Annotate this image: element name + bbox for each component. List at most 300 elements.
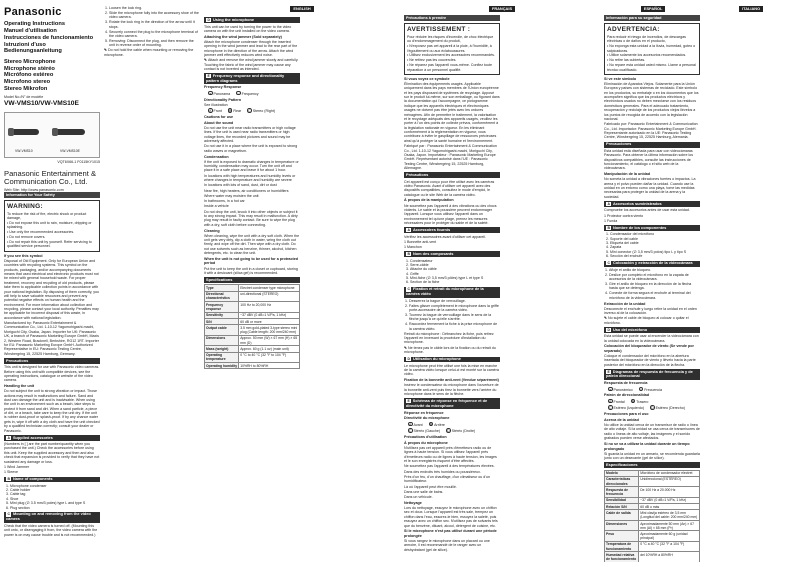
not-used-text: Put the unit to keep the unit in a closet or cupboard, storing it with a desiccant (silica gel) is recommended. bbox=[204, 266, 298, 275]
list-item: Near fire, high heaters, air conditioners or humidifiers bbox=[204, 188, 289, 193]
table-row bbox=[605, 520, 700, 530]
panorama-icon: ● bbox=[609, 387, 612, 392]
warning-box bbox=[404, 23, 500, 74]
list-item: 1. Condensador del micrófono bbox=[610, 232, 700, 236]
section-using-label: Using the microphone bbox=[212, 17, 255, 23]
supplied-item: 1 Sleeve bbox=[4, 470, 18, 475]
list-item: Dans des endroits très humides ou poussiéreux. bbox=[404, 469, 481, 474]
spec-key: Características direccionales bbox=[605, 476, 639, 486]
table-row bbox=[205, 363, 300, 369]
legend-label: Estéreo (Izquierdo) bbox=[613, 406, 645, 411]
section-using: D Uso del micrófono bbox=[604, 327, 700, 333]
storage-title: Si no se va a utilizar la unidad durante un tiempo prolongado bbox=[604, 442, 690, 451]
product-de: Stereo Mikrofon bbox=[4, 85, 48, 92]
spec-key: Cable de salida bbox=[605, 510, 639, 520]
list-item: Dans une salle de bains. bbox=[404, 489, 444, 494]
legend-label: Arrière bbox=[434, 422, 445, 427]
list-item: 3. Attache du câble bbox=[410, 267, 500, 271]
page-3 bbox=[404, 6, 600, 562]
list-item: 1 Manchon bbox=[404, 245, 422, 250]
front-icon: A bbox=[409, 422, 412, 427]
warning-item: • No retire las cubiertas. bbox=[607, 58, 646, 63]
handling-text: Ne soumettez pas l'appareil à des vibrations ou des chocs violents. Le sable et la poussière peuvent endommager l'appareil. Lorsque vous utilisez l'appareil dans un environnement tel qu'une plage, prenez les mesures nécessaires pour le protéger du sable et de la saleté. bbox=[404, 203, 497, 226]
front-icon: A bbox=[209, 109, 212, 114]
section-using-label: Uso del micrófono bbox=[612, 326, 648, 332]
product-photo bbox=[4, 112, 100, 158]
supplied-item: 1 Wind Jammer bbox=[4, 464, 30, 469]
legend-item bbox=[228, 108, 241, 113]
warning-title: ADVERTENCIA: bbox=[607, 25, 660, 33]
list-item: 6. Sección del enchufe bbox=[610, 254, 700, 258]
note-icon: ✎ bbox=[404, 345, 409, 350]
extract-title: Extracción de la unidad bbox=[604, 301, 646, 306]
handling-text: No someta la unidad a vibraciones fuertes o impactos. La arena y el polvo pueden dañar la unidad. Cuando use la unidad en un entorno como una playa, tome las medidas necesarias para proteger la unidad de la arena y la suciedad. bbox=[604, 177, 696, 199]
section-frequency: E Frequency response and directionality pattern diagrams bbox=[204, 73, 300, 84]
section-precautions-label: Precauciones bbox=[606, 141, 632, 147]
dir-sub: Directivité du microphone bbox=[404, 416, 450, 421]
warning-box bbox=[4, 200, 100, 251]
section-parts: B Nombre de los componentes bbox=[604, 225, 700, 231]
using-text: Le microphone peut être utilisé une fois la mise en marche de la caméra vidéo lorsque celui-ci est monté sur la caméra vidéo. bbox=[404, 363, 499, 377]
product-es: Micrófono estéreo bbox=[4, 72, 54, 79]
legend-item bbox=[429, 422, 445, 427]
section-accessories-label: Accesorios suministrados bbox=[612, 200, 662, 206]
legend-label: Frequency bbox=[241, 91, 259, 96]
table-row bbox=[205, 335, 300, 345]
list-item: 1 Funda bbox=[604, 218, 618, 223]
symbol-text: Élimination des équipements usagés. Applicable uniquement dans les pays membres de l'Union européenne et les pays disposant de systèmes de recyclage. Apposé sur le produit lui-même, sur son emballage, ou figurant dans la documentation qui l'accompagne, ce pictogramme indique que les appareils électriques et électroniques usagés ne doivent pas être jetés avec les ordures ménagères. Afin de permettre le traitement, la valorisation et le recyclage adéquats des appareils usagés, veuillez les porter à l'un des points de collecte prévus, conformément à la législation nationale en vigueur. En les éliminant conformément à la réglementation en vigueur, vous contribuez à éviter le gaspillage de ressources précieuses ainsi qu'à protéger la santé humaine et l'environnement. bbox=[404, 81, 500, 143]
mount-note-text: No sujete el cable de bloqueo al colocar o quitar el micrófono. bbox=[604, 316, 689, 325]
product-fr: Microphone stéréo bbox=[4, 65, 55, 72]
mount-remove-text: Retrait du microphone : Débranchez la fiche, puis retirez l'appareil en inversant la procédure d'installation du microphone. bbox=[404, 331, 494, 345]
cleaning-title: Cleaning bbox=[204, 228, 220, 233]
section-precautions bbox=[604, 142, 700, 148]
title-block bbox=[4, 21, 100, 108]
spec-table bbox=[604, 470, 700, 562]
title-es: Instrucciones de funcionamiento bbox=[4, 34, 94, 41]
mount-intro: Check that the video camera is turned off. (Mounting this unit onto, or disengaging it from, the video camera with the power is on may cause trouble and is not recommended.) bbox=[4, 523, 98, 537]
website-link[interactable]: Web Site: http://www.panasonic.com bbox=[4, 187, 64, 192]
section-mount-label: Mounting on and removing from the video camera bbox=[6, 511, 91, 522]
list-item: 5. Mini plug (∅ 3.5 mm/3 poles) type L and type S bbox=[10, 501, 100, 505]
legend-item bbox=[446, 428, 475, 433]
mount-note bbox=[604, 316, 700, 325]
mount-steps bbox=[104, 6, 200, 48]
spec-value: Approx. 60 g (1.1 oz) (main unit) bbox=[239, 346, 300, 352]
list-item: 4. Conecte de forma segura el enchufe al terminal del micrófono de la videocámara. bbox=[609, 291, 700, 300]
list-item: 1. Desserrez la bague de verrouillage. bbox=[409, 299, 500, 303]
section-accessories-label: Accessoires fournis bbox=[412, 226, 451, 232]
warning-item: • No repare esta unidad usted mismo. Llame a personal técnico cualificado. bbox=[607, 63, 696, 72]
list-item: 2. Soporte del cable bbox=[610, 237, 700, 241]
legend-label: Avant bbox=[413, 422, 423, 427]
list-item: 4. Raccordez fermement la fiche à la prise microphone de la caméra vidéo. bbox=[409, 322, 500, 331]
list-item: In locations with high temperatures and humidity levels or where changes in temperature and humidity are severe bbox=[204, 173, 296, 183]
language-tab-espanol: ESPAÑOL bbox=[641, 6, 666, 12]
warning-title: AVERTISSEMENT : bbox=[407, 25, 471, 33]
manufacturer-text: Manufactured by: Panasonic Entertainment & Communication Co., Ltd. 1-10-12 Yagumohigashi-machi, Moriguchi City, Osaka, Japan. Importer for UK: Panasonic UK, a branch of Panasonic Marketing Europe GmbH, Maxis 2, Western Road, Bracknell, Berkshire, RG12 1RT. Importer for EU: Panasonic Marketing Europe GmbH. Authorized Representative in EU: Panasonic Testing Centre, Winsbergring 15, 22525 Hamburg, Germany. bbox=[4, 321, 99, 356]
extract-text: Desconecte el enchufe y luego retire la unidad en el orden inverso al de la colocación. bbox=[604, 306, 697, 315]
warning-item: • Use only the recommended accessories. bbox=[7, 230, 75, 235]
spec-value: 10%RH to 80%RH bbox=[239, 363, 300, 369]
handling-title: À propos de la manipulation bbox=[404, 198, 454, 203]
list-item: 5. Removing: Disconnect the plug, and then remove the unit in reverse order of mounting. bbox=[109, 39, 200, 48]
spec-value: Micrófono de condensador electret bbox=[639, 470, 700, 476]
spec-key: Operating temperature bbox=[205, 352, 239, 362]
stereo-right-icon: D bbox=[651, 406, 654, 411]
legend-label: Stéréo (Gauche) bbox=[413, 429, 441, 434]
storage-text: Si vous rangez le microphone dans un placard ou une armoire, il est recommandé de le ranger avec un déshydratant (gel de silice). bbox=[404, 538, 490, 552]
cautions-title: Precauciones para el uso bbox=[604, 412, 649, 417]
windjammer-title: Attaching the wind jammer (Sold separately) bbox=[204, 34, 282, 39]
stereo-left-icon: C bbox=[609, 406, 612, 411]
list-item: 5. Mini conector (∅ 3,5 mm/3 polos) tipo L y tipo S bbox=[610, 250, 700, 254]
spec-key: Respuesta de frecuencia bbox=[605, 487, 639, 497]
title-fr: Manuel d'utilisation bbox=[4, 28, 57, 35]
spec-value: −37 dBV (0 dB=1 V/Pa, 1 kHz) bbox=[639, 497, 700, 503]
spec-value: del 10%RH a 80%RH bbox=[639, 552, 700, 562]
freq-sub: Respuesta de frecuencia bbox=[604, 381, 648, 386]
legend-item bbox=[608, 399, 625, 404]
dir-legend bbox=[408, 422, 500, 427]
section-frequency: E Diagramas de respuesta de frecuencia y de patrón direccional bbox=[604, 369, 700, 380]
microphone-b-illustration bbox=[55, 129, 85, 135]
spec-value: 60 dB o más bbox=[639, 504, 700, 510]
list-item: 1. Condensateur bbox=[410, 259, 500, 263]
warning-item: • Ne réparez pas l'appareil vous-même. Confiez toute réparation à un personnel qualifié. bbox=[407, 63, 493, 72]
model-label: Model No./N° de modèle bbox=[4, 94, 44, 99]
section-frequency: E Schémas de réponse en fréquence et de directivité du microphone bbox=[404, 398, 500, 409]
list-item: 2. Faites glisser complètement le microphone dans la griffe porte-accessoire de la caméra vidéo. bbox=[409, 304, 500, 313]
section-precautions bbox=[4, 358, 100, 364]
section-mount: C Colocación y extracción de la videocámara bbox=[604, 261, 700, 267]
spec-value: −37 dBV (0 dB=1 V/Pa, 1 kHz) bbox=[239, 312, 300, 318]
list-item: 1. Afloje el anillo de bloqueo. bbox=[609, 268, 700, 272]
spec-key: Relación S/N bbox=[605, 504, 639, 510]
mount-steps bbox=[604, 268, 700, 300]
windjammer-title: Colocación del bloqueador de viento (Se vende por separado) bbox=[604, 344, 694, 353]
legend-label: Rear bbox=[233, 109, 242, 114]
legend-item bbox=[408, 428, 440, 433]
list-item: 2. Slide the microphone fully into the accessory shoe of the video camera. bbox=[109, 11, 200, 20]
warning-item: • N'exposez pas cet appareil à la pluie, à l'humidité, à l'égouttement ou aux éclaboussures. bbox=[407, 44, 492, 53]
section-using: D Using the microphone bbox=[204, 17, 300, 23]
symbol-text: Eliminación de Aparatos Viejos. Solamente para la Unión Europea y países con sistemas de reciclado. Este símbolo en los productos, su embalaje o en los documentos que los acompañen significa que los productos eléctricos y electrónicos usados no deben mezclarse con los residuos domésticos generales. Para el adecuado tratamiento, recuperación y reciclaje de los productos viejos llévelos a los puntos de recogida de acuerdo con la legislación nacional. bbox=[604, 81, 699, 121]
legend-label: Estéreo (Derecho) bbox=[655, 406, 685, 411]
safety-info-heading: Information for Your Safety bbox=[4, 192, 100, 198]
frequency-icon: ○ bbox=[639, 387, 642, 392]
section-parts-label: Nombre de los componentes bbox=[612, 224, 667, 230]
language-tab-english: ENGLISH bbox=[290, 6, 313, 12]
legend-label: Front bbox=[213, 109, 222, 114]
warning-item: • Do not repair this unit by yourself. Refer servicing to qualified service personnel. bbox=[7, 240, 92, 249]
product-it: Microfono stereo bbox=[4, 79, 51, 86]
document-code: VQT6X66-1 F0115KY1015 bbox=[57, 159, 100, 164]
list-item: 4. Securely connect the plug to the microphone terminal of the video camera. bbox=[109, 30, 200, 39]
spec-key: Frequency response bbox=[205, 302, 239, 312]
list-item: In bathrooms, in a hot car bbox=[204, 199, 245, 204]
mount-note bbox=[404, 346, 500, 355]
dir-legend-stereo bbox=[408, 428, 500, 433]
spec-value: uni-directional (STEREO) bbox=[239, 291, 300, 301]
spec-key: Output cable bbox=[205, 325, 239, 335]
windjammer-text: Coloque el condensador del micrófono en la abertura insertada del bloqueador de viento y llévelo hacia la parte posterior del micrófono en la dirección de la flecha. bbox=[604, 353, 696, 367]
warning-item: Para reducir el riesgo de incendios, de descargas eléctricas o de daños en el producto, bbox=[607, 34, 686, 44]
list-item: In locations with lots of sand, dust, dirt or dust bbox=[204, 183, 277, 188]
microphone-a-illustration bbox=[11, 129, 39, 135]
title-it: Istruzioni d'uso bbox=[4, 41, 46, 48]
section-frequency-label: Diagramas de respuesta de frecuencia y de patrón direccional bbox=[606, 368, 693, 379]
handling-text: Do not subject the unit to strong vibration or impact. Those actions may result in malfunctions and failure. Sand and dust can damage the unit and is inadvisable. When using the unit in an environment such as a beach, take steps to protect it from sand and dirt. When a sand particle, a piece of dirt, or a beach, take care to keep the unit dry. If the unit is rubber dust-proof or splash-proof. If by any chance water gets in, wipe it off with a dry cloth and have the unit checked by a qualified technician correctly; consult your dealer or Panasonic. bbox=[4, 389, 100, 433]
legend-item bbox=[631, 399, 649, 404]
spec-value: Aproximadamente 50 mm (An) × 67 mm (Al) × 65 mm (Pr) bbox=[639, 520, 700, 530]
section-supplied-label: Supplied accessories bbox=[12, 434, 53, 440]
spec-value: Unidireccional (ESTÉREO) bbox=[639, 476, 700, 486]
section-accessories: A Accessoires fournis bbox=[404, 227, 500, 233]
panorama-icon: ● bbox=[209, 91, 212, 96]
spec-value: Electret condenser type microphone bbox=[239, 285, 300, 291]
section-mount-label: Fixation et retrait du microphone de la caméra vidéo bbox=[406, 286, 484, 297]
list-item: Là où l'appareil peut être mouillé. bbox=[404, 484, 457, 489]
dir-sub: Patrón de direccionalidad bbox=[604, 393, 650, 398]
language-tab-italiano: ITALIANO bbox=[739, 6, 763, 12]
warning-box bbox=[604, 23, 700, 74]
page-2 bbox=[204, 6, 400, 562]
section-parts-label: Name of components bbox=[12, 476, 53, 482]
spec-key: Dimensions bbox=[205, 335, 239, 345]
storage-text: Do not drop the unit, knock it into other objects or subject it to any strong impact. This may result in malfunction. A dirty plug may result in faulty contact. Be sure to wipe the plug with a dry, soft cloth before connecting. bbox=[204, 209, 298, 227]
legend-label: Panorama bbox=[213, 91, 231, 96]
table-row bbox=[605, 552, 700, 562]
legend-label: Stereo (Right) bbox=[252, 109, 276, 114]
table-row bbox=[205, 291, 300, 301]
legend-item bbox=[408, 422, 423, 427]
list-item: 4. Zapata bbox=[610, 245, 700, 249]
list-item: 1 Protector contra viento bbox=[604, 213, 644, 218]
disposal-title: If you see this symbol bbox=[4, 253, 43, 258]
warning-item: Pour réduire les risques d'incendie, de choc électrique ou d'endommagement du produit, bbox=[407, 34, 494, 44]
cautions-title: Précautions d'utilisation bbox=[404, 435, 447, 440]
section-accessories: A Accesorios suministrados bbox=[604, 201, 700, 207]
section-specifications bbox=[604, 462, 700, 468]
spec-value: Approx. 50 mm (W) × 67 mm (H) × 65 mm (D) bbox=[239, 335, 300, 345]
list-item: 6. Plug section bbox=[10, 506, 100, 510]
language-tab-francais: FRANÇAIS bbox=[489, 6, 515, 12]
section-parts: B Nom des composants bbox=[404, 251, 500, 257]
list-item: 4. Shoe bbox=[10, 497, 100, 501]
legend-label: Frecuencia bbox=[644, 387, 662, 392]
table-row bbox=[205, 325, 300, 335]
caution-sound-text: N'utilisez pas cet appareil près d'émetteurs radio ou de lignes à haute tension. Si vous utilisez l'appareil près d'émetteurs radio ou de lignes à haute tension, les images et le son enregistrés risquent d'être affectés. bbox=[404, 446, 497, 464]
safety-info-heading: Précautions à prendre bbox=[404, 15, 500, 21]
spec-value: Aproximadamente 60 g (unidad principal) bbox=[639, 531, 700, 541]
legend-label: Stéréo (Droite) bbox=[451, 429, 476, 434]
section-precautions bbox=[404, 172, 500, 178]
title-de: Bedienungsanleitung bbox=[4, 48, 62, 55]
section-parts-label: Nom des composants bbox=[412, 251, 454, 257]
section-frequency-label: Schémas de réponse en fréquence et de directivité du microphone bbox=[406, 397, 488, 408]
spec-key: Type bbox=[205, 285, 239, 291]
brand-logo: Panasonic bbox=[4, 6, 62, 18]
freq-sub: Réponse en fréquence bbox=[404, 410, 444, 415]
freq-legend bbox=[608, 387, 700, 392]
section-supplied: A Supplied accessories bbox=[4, 435, 100, 441]
symbol-title: Si vous voyez ce symbole bbox=[404, 76, 450, 81]
cleaning-text: Lors du nettoyage, essuyez le microphone avec un chiffon sec et doux. Lorsque l'appareil est très sale, trempez un chiffon dans l'eau, essorez-le bien, essuyez la saleté, puis essuyez avec un chiffon sec. N'utilisez pas de solvants tels que du benzène, diluant, alcool, détergent de cuisine, etc. bbox=[404, 506, 498, 528]
list-item: 6. Section de la fiche bbox=[410, 280, 500, 284]
mount-note-text: Do not hold the cable when mounting or removing the microphone. bbox=[104, 48, 194, 57]
using-text: Esta unidad se puede usar al encender la videocámara con la unidad colocada en la videocámara. bbox=[604, 334, 699, 343]
legend-label: Trasero bbox=[636, 399, 649, 404]
legend-item bbox=[208, 91, 230, 96]
parts-list bbox=[404, 259, 500, 285]
legend-label: Frontal bbox=[613, 399, 625, 404]
parts-list bbox=[604, 232, 700, 258]
spec-value: 100 Hz to 20,000 Hz bbox=[239, 302, 300, 312]
spec-value: Mini clavija estéreo de 3,5 mm (Longitud del cable: 200 mm/240 mm) bbox=[639, 510, 700, 520]
fabricante-text: Fabricado por: Panasonic Entertainment & Communication Co., Ltd. Importador: Panasonic Marketing Europe GmbH. Representante autorizado en la UE: Panasonic Testing Centre, Winsbergring 15, 22525 Hamburg, Alemania. bbox=[604, 122, 698, 140]
rear-icon: B bbox=[631, 399, 635, 404]
caution-sound-text: No utilice la unidad cerca de un transmisor de radio o línea de alto voltaje. Si la unidad se usa cerca de transmisores de radio o líneas de alto voltaje, las imágenes y el sonido grabados pueden verse afectados. bbox=[604, 423, 700, 441]
legend-item bbox=[247, 108, 275, 113]
spec-key: Modelo bbox=[605, 470, 639, 476]
section-frequency-label: Frequency response and directionality pattern diagrams bbox=[206, 72, 285, 83]
section-precautions-label: Précautions bbox=[406, 171, 429, 177]
stereo-left-icon: C bbox=[409, 429, 412, 434]
windjammer-note bbox=[204, 58, 300, 71]
legend-item bbox=[608, 387, 633, 392]
spec-key: Humedad relativa de funcionamiento bbox=[605, 552, 639, 562]
product-en: Stereo Microphone bbox=[4, 59, 56, 65]
windjammer-title: Fixation de la bonnette anti-vent (Vendue séparément) bbox=[404, 378, 499, 383]
section-mount-label: Colocación y extracción de la videocámara bbox=[612, 260, 693, 266]
rear-icon: B bbox=[229, 109, 232, 114]
precautions-text: Cet appareil est conçu pour être utilisé avec les caméras vidéo Panasonic. Avant d'utiliser cet appareil avec des dispositifs compatibles, consultez le mode d'emploi, le catalogue ou le site Web de la caméra vidéo. bbox=[404, 179, 495, 197]
section-specifications bbox=[204, 277, 300, 283]
warning-item: • Ne retirez pas les couvercles. bbox=[407, 58, 457, 63]
spec-value: 0 °C a 40 °C (32 °F a 104 °F) bbox=[639, 541, 700, 551]
warning-item: To reduce the risk of fire, electric shock or product damage, bbox=[7, 211, 87, 221]
list-item: 3. Gire el anillo de bloqueo en la dirección de la flecha hasta que se detenga. bbox=[609, 282, 700, 291]
section-specifications-label: Specifications bbox=[206, 276, 233, 282]
fabricant-text: Fabriqué par : Panasonic Entertainment & Communication Co., Ltd. 1-10-12 Yagumohigashi-machi, Moriguchi City, Osaka, Japon. Importateur : Panasonic Marketing Europe GmbH. Représentant autorisé dans l'UE : Panasonic Testing Centre, Winsbergring 15, 22525 Hamburg, Allemagne. bbox=[404, 144, 497, 170]
section-parts: B Name of components bbox=[4, 477, 100, 483]
language-bar bbox=[204, 6, 400, 13]
handling-title: Manipulación de la unidad bbox=[604, 172, 651, 177]
symbol-title: Si ve este símbolo bbox=[604, 76, 637, 81]
supplied-intro: (Numbers in [ ] are the part number/quantity when you purchased the unit.) Check the accessories before using this unit. Keep the supplied accessory and then and also check that expansion is provided to verify that they have not sustained any damage or loss. bbox=[4, 442, 100, 464]
table-row bbox=[205, 352, 300, 362]
frequency-icon: ○ bbox=[237, 91, 240, 96]
list-item: Ne soumettez pas l'appareil à des températures élevées. bbox=[404, 464, 495, 469]
table-row bbox=[205, 302, 300, 312]
warning-item: • Utilisez exclusivement les accessoires recommandés. bbox=[407, 53, 495, 58]
caution-sound-text: Do not use the unit near radio transmitters or high voltage lines. If the unit is used near radio transmitters or high voltage lines, the recorded pictures and sound may be adversely affected. bbox=[204, 126, 296, 144]
caution-tv-text: Do not use it in a place where the unit is exposed to strong radio waves or magnetism. bbox=[204, 144, 298, 153]
cautions-title: Cautions for use bbox=[204, 115, 234, 119]
language-bar bbox=[604, 6, 800, 13]
list-item: 5. Mini-fiche (∅ 3,5 mm/3 pôles) type L et type S bbox=[410, 276, 500, 280]
company-name: Panasonic Entertainment & Communication Co., Ltd. bbox=[4, 168, 97, 187]
section-mount: C Fixation et retrait du microphone de la caméra vidéo bbox=[404, 287, 500, 298]
legend-item bbox=[236, 91, 258, 96]
list-item: 2. Deslice por completo el micrófono en la zapata de accesorios de la videocámara. bbox=[609, 273, 700, 282]
freq-legend bbox=[208, 91, 300, 96]
cleaning-title: Nettoyage bbox=[404, 500, 422, 505]
dir-legend bbox=[608, 399, 700, 404]
caution-sound-title: About the sound bbox=[204, 120, 234, 125]
warning-item: • Utilice solamente los accesorios recomendados. bbox=[607, 53, 687, 58]
product-label-a: VW-VMS10 bbox=[15, 149, 33, 154]
note-icon: ✎ bbox=[104, 48, 109, 53]
condensation-text: If the unit is exposed to dramatic changes in temperature or humidity, condensation may occur. Turn the unit off and place it in a safe place and leave it for about 1 hour. bbox=[204, 159, 299, 173]
legend-item bbox=[208, 108, 222, 113]
spec-key: Directional characteristics bbox=[205, 291, 239, 301]
mount-note bbox=[104, 48, 200, 57]
list-item: 1. Loosen the lock ring. bbox=[109, 6, 200, 10]
spec-key: Sensitivity bbox=[205, 312, 239, 318]
warning-item: • Do not remove covers. bbox=[7, 235, 46, 240]
windjammer-text: Attach the microphone condenser through the inserted opening in the wind jammer and lead to the rear part of the microphone in the direction of the arrow. Attach the wind jammer well effectively reduces wind noise. bbox=[204, 39, 298, 57]
dir-title: Directionality Pattern bbox=[204, 97, 242, 102]
rear-icon: B bbox=[429, 422, 432, 427]
note-icon: ✎ bbox=[204, 58, 209, 63]
disposal-text: Disposal of Old Equipment. Only for European Union and countries with recycling systems. This symbol on the products, packaging, and/or accompanying documents means that used electrical and electronic products must not be mixed with general household waste. For proper treatment, recovery and recycling of old products, please take them to applicable collection points in accordance with your national legislation. By disposing of them correctly, you will help to save valuable resources and prevent any potential negative effects on human health and the environment. For more information about collection and recycling, please contact your local authority. Penalties may be applicable for incorrect disposal of this waste, in accordance with national legislation. bbox=[4, 258, 100, 320]
product-label-b: VW-VMS10E bbox=[60, 149, 80, 154]
precautions-text: Esta unidad está diseñada para usar con videocámaras Panasonic. Para obtener la última información sobre los dispositivos compatibles, consulte las instrucciones de funcionamiento, el catálogo o el sitio web de la videocámara. bbox=[604, 148, 694, 171]
table-row bbox=[605, 487, 700, 497]
stereo-right-icon: D bbox=[447, 429, 450, 434]
list-item: Dans un véhicule. bbox=[404, 495, 433, 500]
caution-sound-title: Acerca de la unidad bbox=[604, 418, 639, 422]
spec-value: 0 °C to 40 °C (32 °F to 104 °F) bbox=[239, 352, 300, 362]
spec-key: Dimensiones bbox=[605, 520, 639, 530]
note-icon: ✎ bbox=[604, 316, 609, 321]
legend-item bbox=[650, 405, 685, 410]
storage-text: Si guarda la unidad en un armario, se recomienda guardarla junto con un desecante (gel de sílice). bbox=[604, 451, 700, 460]
title-en: Operating Instructions bbox=[4, 21, 65, 28]
legend-item bbox=[608, 405, 644, 410]
spec-key: Operating humidity bbox=[206, 363, 238, 368]
table-row bbox=[605, 510, 700, 520]
section-precautions-label: Precautions bbox=[6, 357, 29, 363]
legend-item bbox=[639, 387, 662, 392]
dir-sub: See illustration bbox=[204, 102, 228, 107]
list-item: 2. Serre-câble bbox=[410, 263, 500, 267]
list-item: 3. Tournez la bague de verrouillage dans le sens de la flèche jusqu'à ce qu'elle s'arrête. bbox=[409, 313, 500, 322]
mount-steps bbox=[404, 299, 500, 331]
condensation-title: Condensation bbox=[204, 154, 229, 159]
section-specifications-label: Especificaciones bbox=[606, 461, 638, 467]
page-1 bbox=[4, 6, 200, 562]
spec-value: 3.5 mm gold-plated 3-type stereo mini plug (Cable length: 200 mm/240 mm) bbox=[239, 325, 300, 335]
dir-legend bbox=[208, 108, 300, 113]
windjammer-text: Insérez le condensateur du microphone dans l'ouverture de la bonnette anti-vent puis tirez la bonnette vers l'arrière du microphone dans le sens de la flèche. bbox=[404, 383, 499, 397]
section-using: D Utilisation du microphone bbox=[404, 357, 500, 363]
windjammer-note-text: Attach and remove the wind jammer slowly and carefully. Touching the fabric of the wind jammer may cause any contact is not inverted as intended. bbox=[204, 58, 299, 71]
accessories-text: Vérifiez les accessoires avant d'utiliser cet appareil. bbox=[404, 234, 486, 239]
warning-title: WARNING: bbox=[7, 202, 43, 210]
legend-label: Panorámico bbox=[613, 387, 633, 392]
mount-note-text: Ne tenez pas le câble lors de la fixation ou du retrait du microphone. bbox=[404, 345, 496, 355]
spec-key: S/N bbox=[205, 319, 239, 325]
table-row bbox=[605, 541, 700, 551]
parts-list bbox=[4, 484, 100, 510]
spec-key: Mass (weight) bbox=[205, 346, 239, 352]
warning-item: • Do not expose this unit to rain, moisture, dripping or splashing. bbox=[7, 221, 92, 230]
list-item: 4. Griffe bbox=[410, 272, 500, 276]
safety-info-heading: Información para su seguridad bbox=[604, 15, 700, 21]
